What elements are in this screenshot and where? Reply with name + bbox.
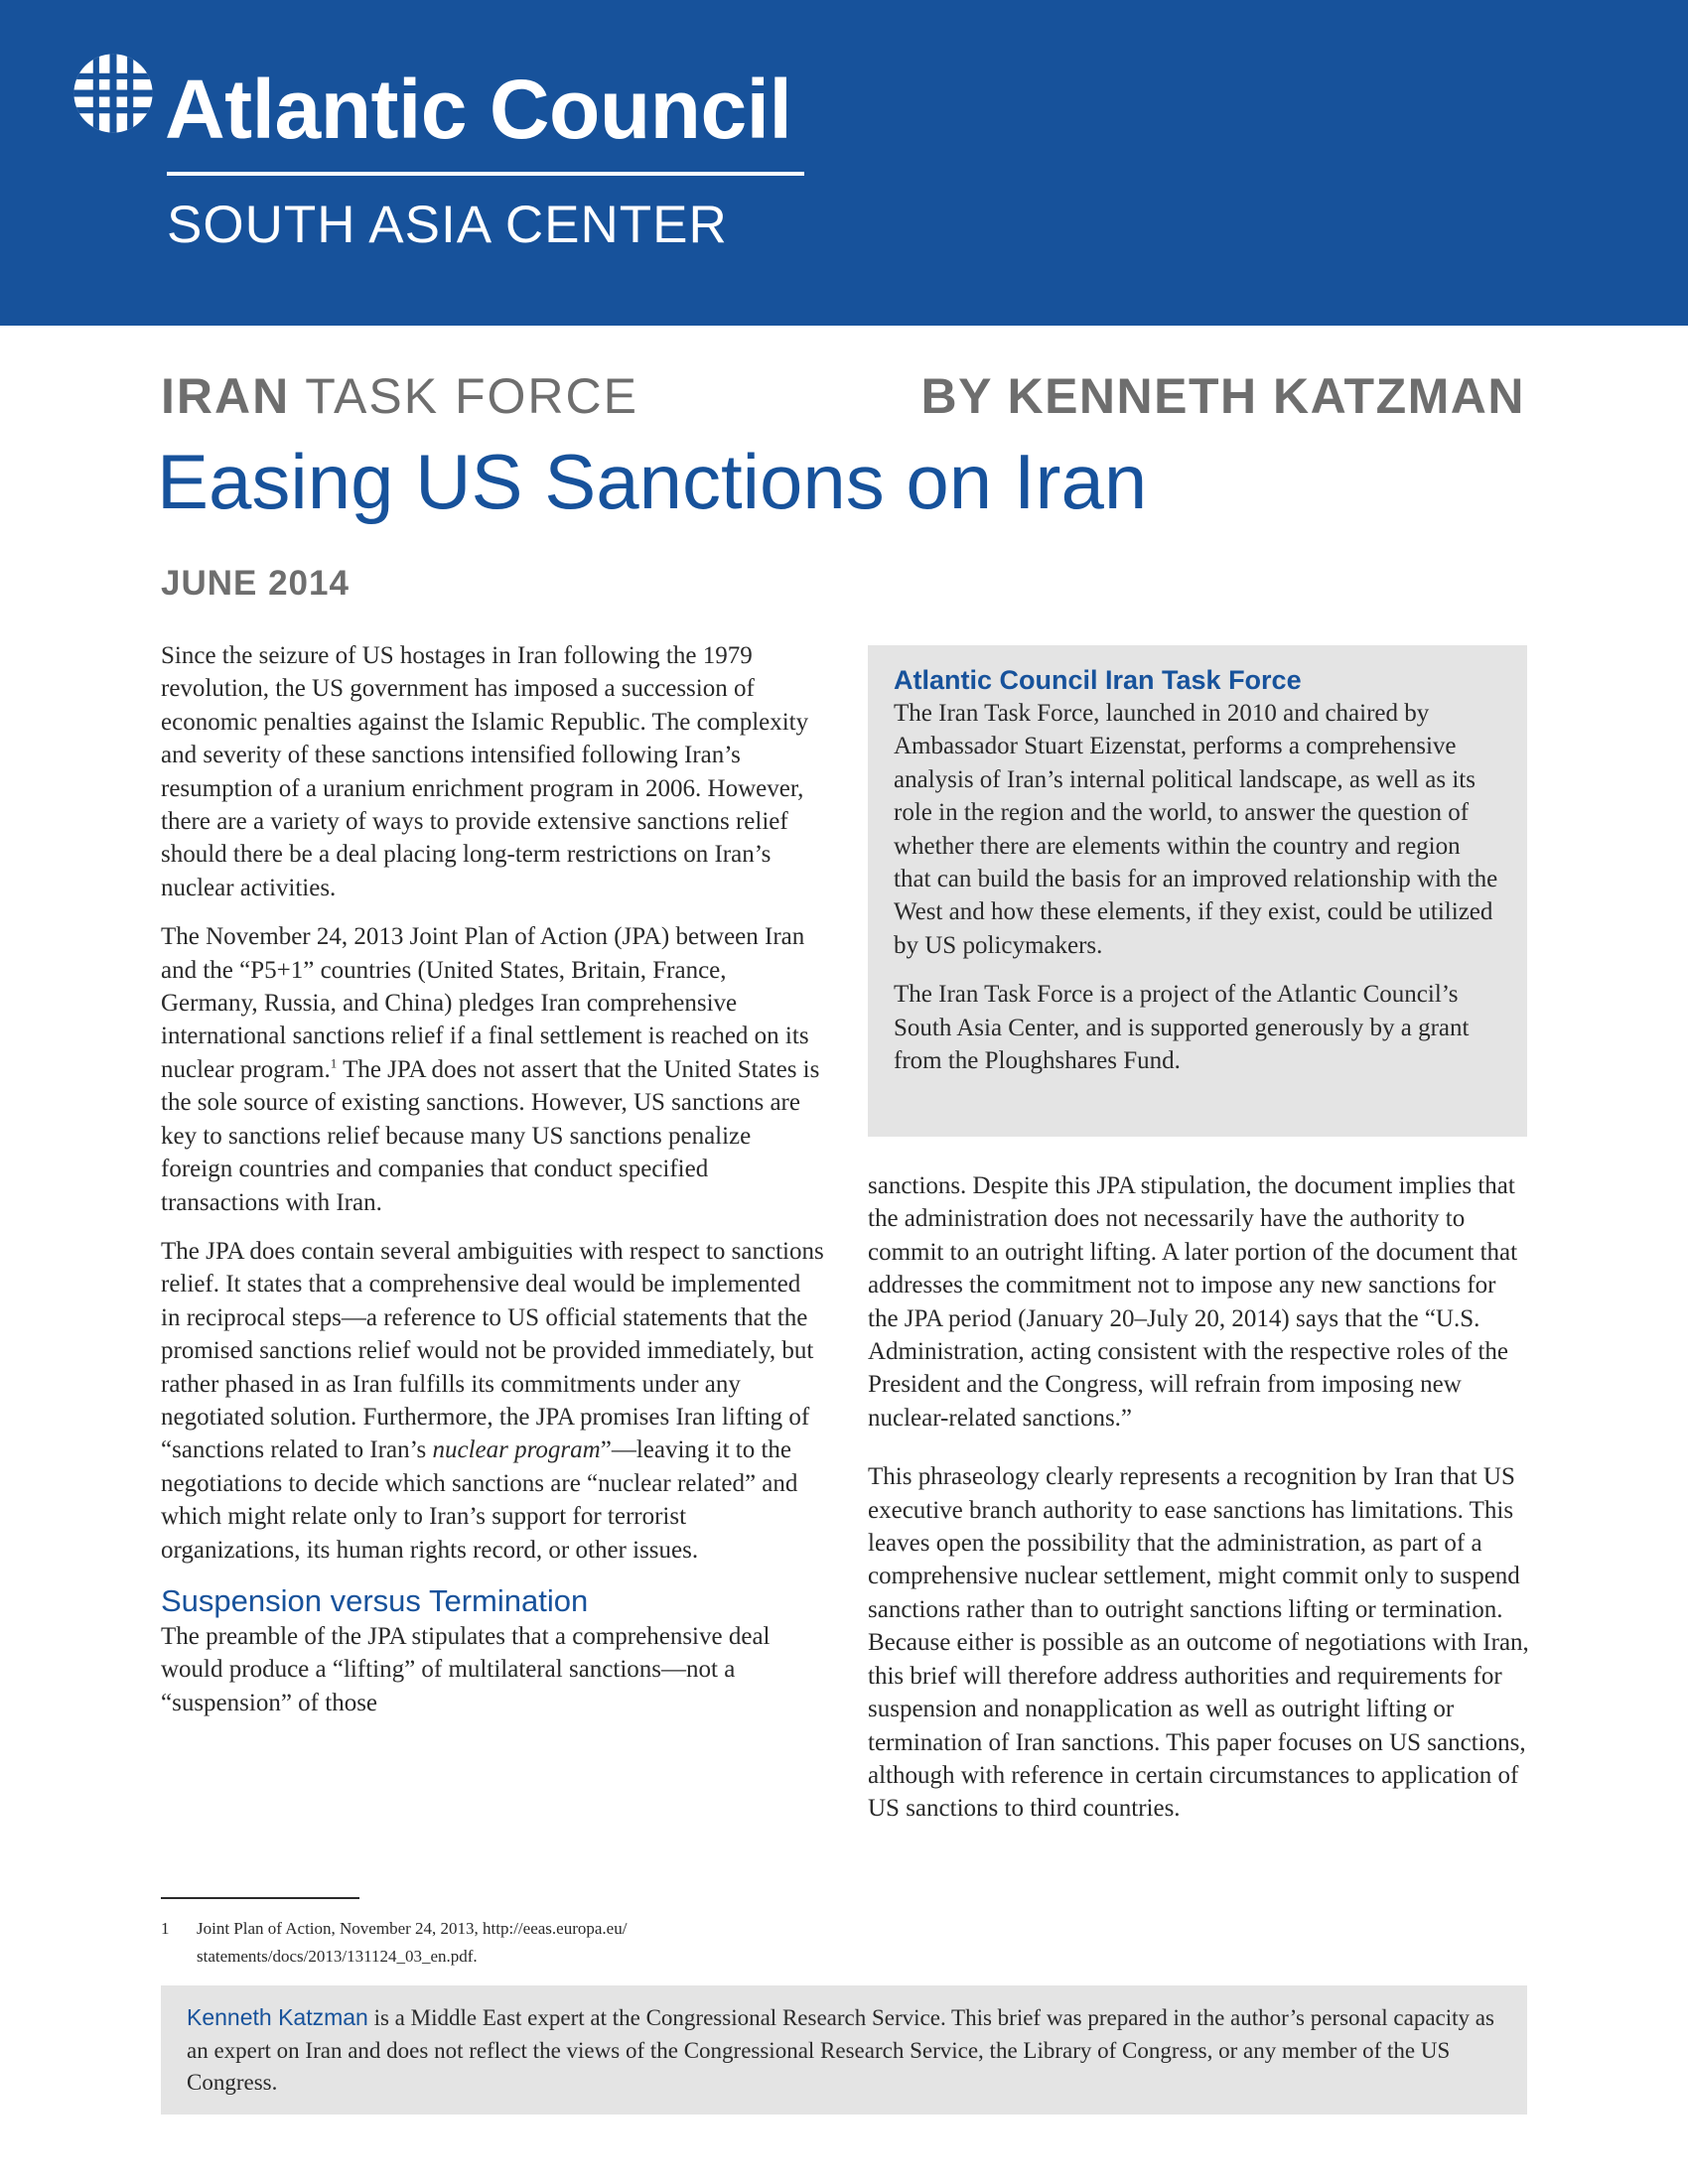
center-name: SOUTH ASIA CENTER [167, 196, 728, 254]
author-name: Kenneth Katzman [187, 2004, 368, 2030]
footnote-link[interactable]: Joint Plan of Action, November 24, 2013, http://eeas.europa.eu/ [197, 1919, 628, 1938]
header-divider [167, 172, 804, 176]
paragraph: This phraseology clearly represents a recognition by Iran that US executive branch authority to ease sanctions has limitations. This leaves open the possibility that the administration, as part of a comprehensive nuclear settlement, might commit only to suspend sanctions rather than to outright sanctions lifting or termination. Because either is possible as an outcome of negotiations with Iran, this brief will therefore address authorities and requirements for suspension and nonapplication as well as outright lifting or termination of Iran sanctions. This paper focuses on US sanctions, although with reference in certain circumstances to application of US sanctions to third countries. [868, 1463, 1529, 1823]
sidebar-title: Atlantic Council Iran Task Force [894, 665, 1302, 695]
atlantic-council-globe-icon [70, 50, 157, 137]
header-band [0, 0, 1688, 326]
paragraph [161, 1235, 824, 1567]
sidebar-paragraph: The Iran Task Force, launched in 2010 and chaired by Ambassador Stuart Eizenstat, performs a comprehensive analysis of Iran’s internal political landscape, as well as its role in the region and the world, to answer the question of whether there are elements within the country and region that can build the basis for an improved relationship with the West and how these elements, if they exist, could be utilized by US policymakers. [894, 700, 1498, 959]
paragraph-text: The JPA does contain several ambiguities with respect to sanctions relief. It states that a comprehensive deal would be implemented in reciprocal steps—a reference to US official statements that the promised sanctions relief would not be provided immediately, but rather phased in as Iran fulfills its commitments under any negotiated solution. Furthermore, the JPA promises Iran lifting of “sanctions related to Iran’s [161, 1237, 824, 1464]
page-title: Easing US Sanctions on Iran [157, 438, 1148, 525]
paragraph: sanctions. Despite this JPA stipulation, the document implies that the administration does not necessarily have the authority to commit to an outright lifting. A later portion of the document that addresses the commitment not to impose any new sanctions for the JPA period (January 20–July 20, 2014) says that the “U.S. Administration, acting consistent with the respective roles of the President and the Congress, will refrain from imposing new nuclear-related sanctions.” [868, 1172, 1518, 1432]
paragraph: Since the seizure of US hostages in Iran following the 1979 revolution, the US government has imposed a succession of economic penalties against the Islamic Republic. The complexity and severity of these sanctions intensified following Iran’s resumption of a uranium enrichment program in 2006. However, there are a variety of ways to provide extensive sanctions relief should there be a deal placing long-term restrictions on Iran’s nuclear activities. [161, 642, 809, 901]
org-name: Atlantic Council [165, 63, 792, 156]
paragraph-text: ”—leaving it to the negotiations to decide which sanctions are “nuclear related” and which might relate only to Iran’s support for terrorist organizations, its human rights record, or other issues. [161, 1436, 798, 1564]
section-heading: Suspension versus Termination [161, 1582, 589, 1618]
paragraph-text: The JPA does not assert that the United States is the sole source of existing sanctions. However, US sanctions are key to sanctions relief because many US sanctions penalize foreign countries and companies that conduct specified transactions with Iran. [161, 1055, 820, 1216]
series-label [161, 368, 638, 424]
sidebar-paragraph: The Iran Task Force is a project of the Atlantic Council’s South Asia Center, and is supported generously by a grant from the Ploughshares Fund. [894, 981, 1470, 1075]
paragraph [161, 920, 824, 1219]
left-column [161, 639, 824, 1719]
footnote-link-continued[interactable]: statements/docs/2013/131124_03_en.pdf. [197, 1947, 478, 1966]
footnote-divider [161, 1897, 359, 1899]
right-column [868, 1169, 1531, 1826]
series-label-rest: TASK FORCE [305, 368, 638, 424]
byline: BY KENNETH KATZMAN [920, 368, 1525, 424]
emphasis-text: nuclear program [432, 1436, 601, 1464]
footnote [161, 1915, 796, 1971]
publication-date: JUNE 2014 [161, 564, 350, 603]
author-bio [161, 1985, 1527, 2115]
footnote-number: 1 [161, 1919, 170, 1938]
series-label-bold: IRAN [161, 368, 291, 424]
footnote-ref[interactable]: 1 [330, 1055, 338, 1071]
task-force-sidebar [868, 645, 1527, 1137]
paragraph-text: The November 24, 2013 Joint Plan of Action (JPA) between Iran and the “P5+1” countries (United States, Britain, France, Germany, Russia, and China) pledges Iran comprehensive international sanctions relief if a final settlement is reached on its nuclear program. [161, 923, 809, 1083]
author-bio-text: is a Middle East expert at the Congressional Research Service. This brief was prepared in the author’s personal capacity as an expert on Iran and does not reflect the views of the Congressional Research Service, the Library of Congress, or any member of the US Congress. [187, 2005, 1494, 2095]
paragraph: The preamble of the JPA stipulates that a comprehensive deal would produce a “lifting” of multilateral sanctions—not a “suspension” of those [161, 1622, 771, 1716]
